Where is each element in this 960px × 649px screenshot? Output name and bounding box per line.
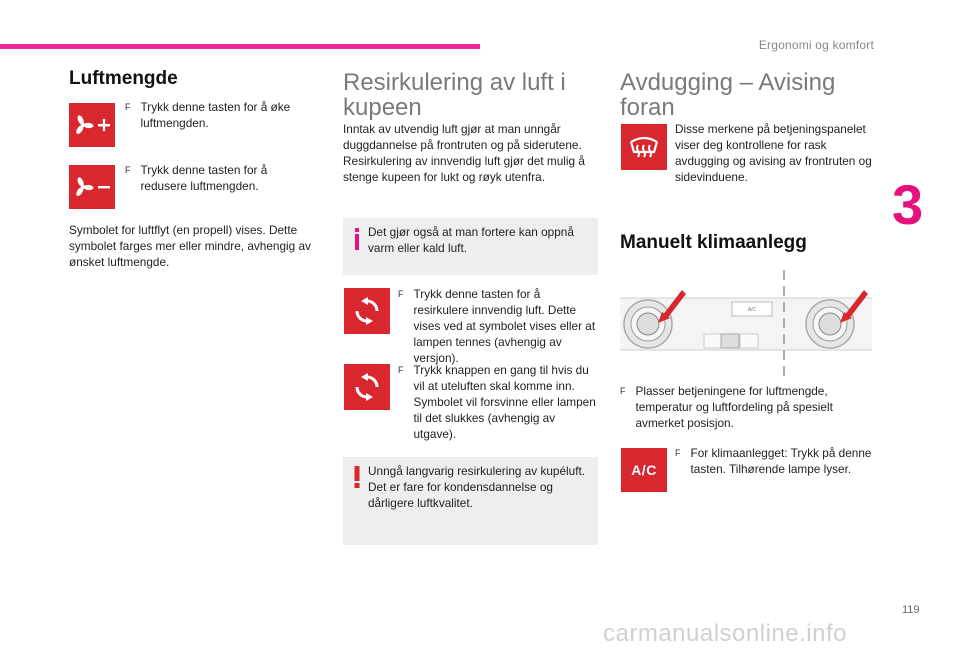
bullet-marker: F: [675, 448, 681, 458]
warning-icon: [353, 466, 361, 488]
fan-minus-icon: [69, 165, 115, 209]
info-note: [343, 218, 598, 275]
warning-note-text: Unngå langvarig resirkulering av kupéluft. Det er fare for kondensdannelse og dårligere luftkvalitet.: [368, 464, 586, 510]
ac-icon-label: A/C: [631, 462, 657, 478]
list-item: [125, 99, 310, 131]
section-heading-manual-ac: Manuelt klimaanlegg: [620, 232, 807, 253]
paragraph-airflow-symbol: Symbolet for luftflyt (en propell) vises. Dette symbolet farges mer eller mindre, avhengig av ønsket luftmengde.: [69, 223, 311, 269]
bullet-text: Trykk denne tasten for å redusere luftmengden.: [140, 163, 268, 193]
panel-ac-label: A/C: [747, 307, 757, 313]
bullet-marker: F: [620, 386, 626, 396]
recirculation-icon: [344, 288, 390, 334]
climate-control-panel-illustration: [618, 268, 874, 378]
list-item: [675, 445, 875, 477]
section-heading-recirculation: Resirkulering av luft i kupeen: [343, 69, 566, 121]
bullet-text: Plasser betjeningene for luftmengde, temperatur og luftfordeling på spesielt avmerket posisjon.: [635, 384, 833, 430]
list-item: [620, 383, 860, 431]
fan-plus-icon: [69, 103, 115, 147]
section-heading-defog: Avdugging – Avising foran: [620, 69, 836, 121]
header-accent-bar: [0, 44, 480, 49]
section-heading-luftmengde: Luftmengde: [69, 68, 178, 89]
bullet-text: Trykk knappen en gang til hvis du vil at uteluften skal komme inn. Symbolet vil forsvinne eller lampen til det slukkes (avhengig av utgave).: [413, 363, 596, 441]
list-item: [398, 286, 598, 366]
page-number: 119: [902, 604, 920, 616]
front-defrost-icon: [621, 124, 667, 170]
bullet-marker: F: [398, 365, 404, 375]
chapter-number: 3: [892, 173, 924, 236]
bullet-marker: F: [398, 289, 404, 299]
chapter-title: Ergonomi og komfort: [758, 38, 874, 52]
bullet-text: Trykk denne tasten for å resirkulere innvendig luft. Dette vises ved at symbolet vises eller at lampen tennes (avhengig av versjon).: [413, 287, 596, 365]
info-note-text: Det gjør også at man fortere kan oppnå varm eller kald luft.: [368, 225, 574, 255]
list-item: [125, 162, 310, 194]
bullet-marker: F: [125, 102, 131, 112]
bullet-text: Trykk denne tasten for å øke luftmengden.: [140, 100, 291, 130]
bullet-text: For klimaanlegget: Trykk på denne tasten. Tilhørende lampe lyser.: [690, 446, 872, 476]
warning-note: [343, 457, 598, 545]
ac-button-icon: [621, 448, 667, 492]
watermark: carmanualsonline.info: [603, 620, 847, 647]
bullet-marker: F: [125, 165, 131, 175]
info-icon: [354, 228, 360, 250]
paragraph-defog: Disse merkene på betjeningspanelet viser deg kontrollene for rask avdugging og avising av frontruten og sidevinduene.: [675, 122, 872, 184]
recirculation-icon: [344, 364, 390, 410]
paragraph-recirculation-intro: Inntak av utvendig luft gjør at man unngår duggdannelse på frontruten og på siderutene. Resirkulering av innvendig luft gjør det mulig å stenge kupeen for lukt og røyk utenfra.: [343, 122, 585, 184]
list-item: [398, 362, 598, 442]
